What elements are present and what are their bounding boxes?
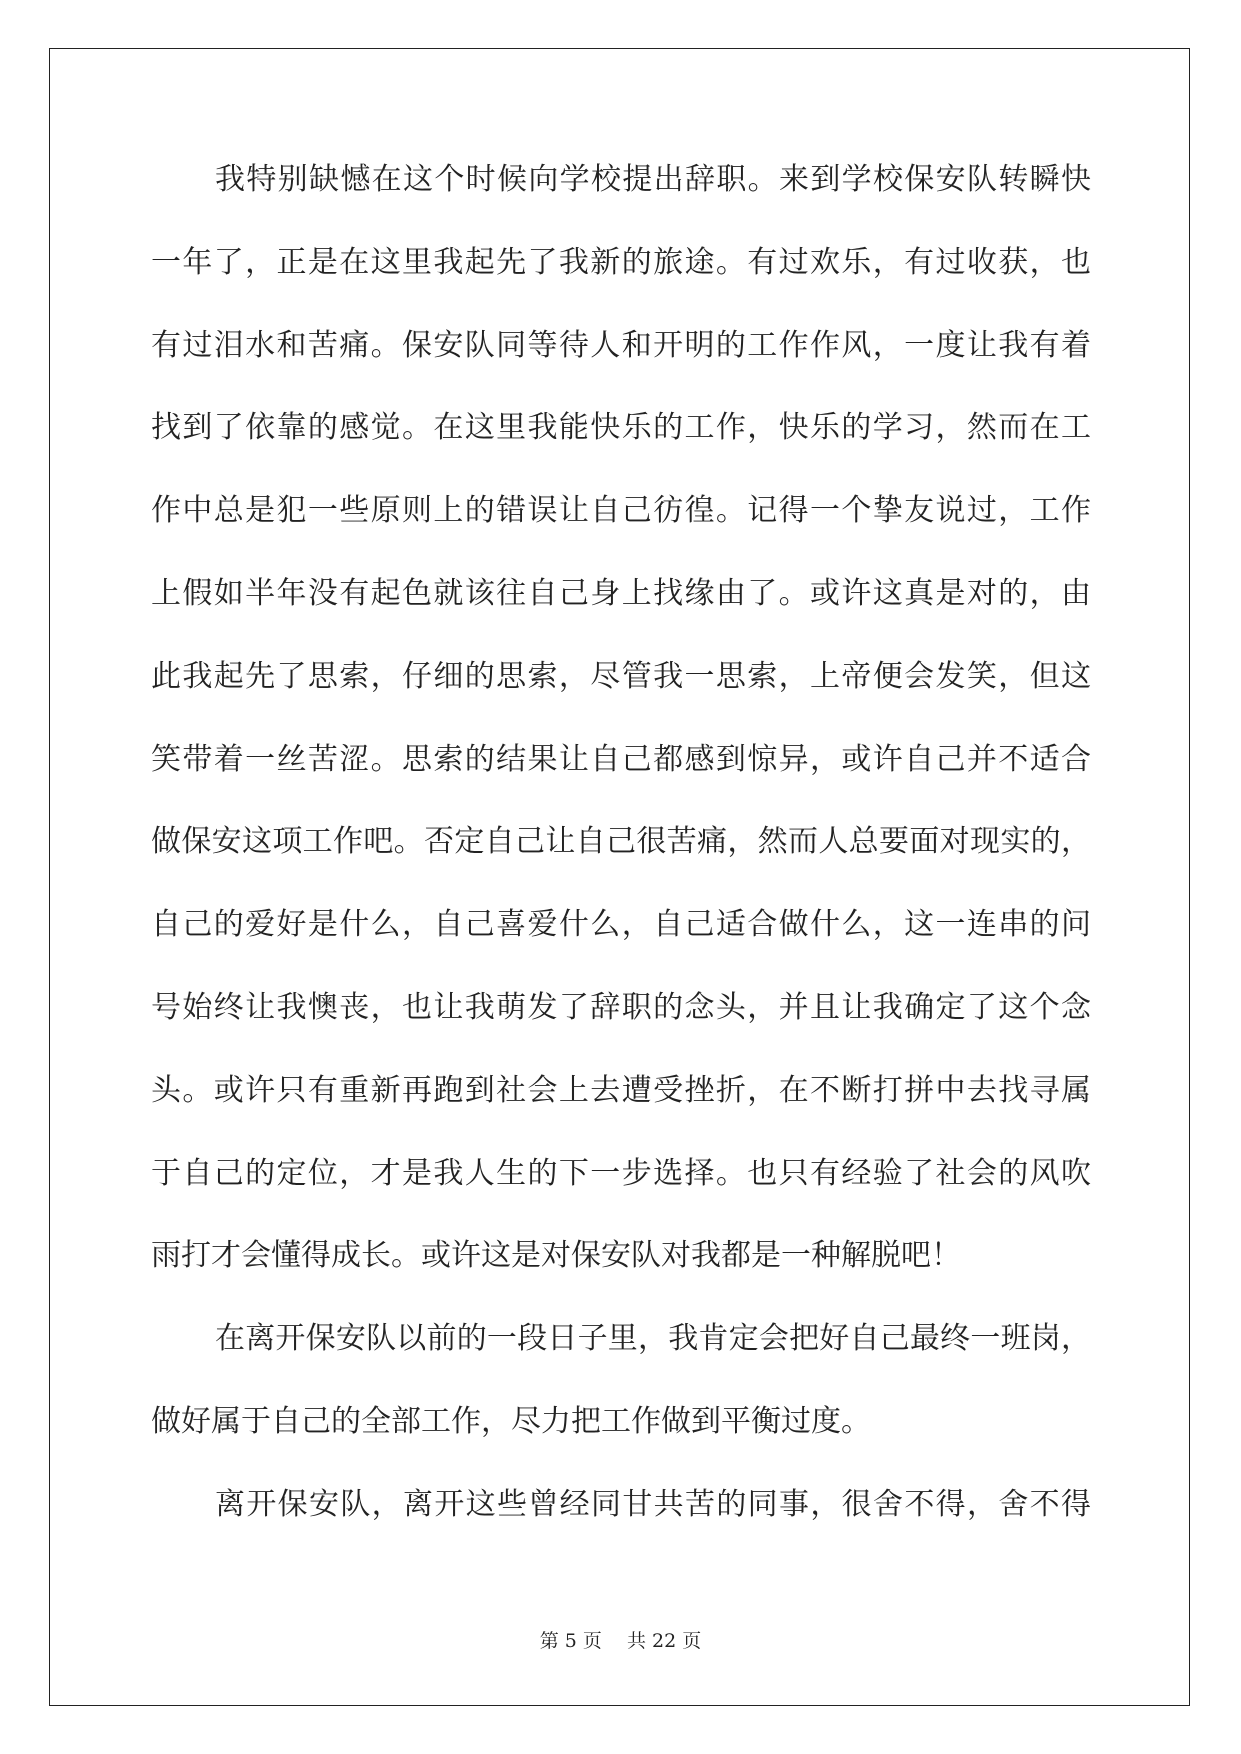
text-line: 作中总是犯一些原则上的错误让自己彷徨。记得一个挚友说过，工作 (151, 493, 1091, 529)
text-line: 号始终让我懊丧，也让我萌发了辞职的念头，并且让我确定了这个念 (151, 989, 1091, 1025)
text-line: 做好属于自己的全部工作，尽力把工作做到平衡过度。 (151, 1403, 871, 1439)
text-line: 自己的爱好是什么，自己喜爱什么，自己适合做什么，这一连串的问 (151, 907, 1091, 943)
document-body (151, 160, 1091, 1568)
text-line: 离开保安队，离开这些曾经同甘共苦的同事，很舍不得，舍不得 (215, 1486, 1091, 1522)
text-line: 做保安这项工作吧。否定自己让自己很苦痛，然而人总要面对现实的， (151, 824, 1091, 860)
text-line: 一年了，正是在这里我起先了我新的旅途。有过欢乐，有过收获，也 (151, 244, 1091, 280)
text-line: 头。或许只有重新再跑到社会上去遭受挫折，在不断打拼中去找寻属 (151, 1072, 1091, 1108)
text-line: 我特别缺憾在这个时候向学校提出辞职。来到学校保安队转瞬快 (215, 162, 1091, 197)
text-line: 雨打才会懂得成长。或许这是对保安队对我都是一种解脱吧！ (151, 1238, 961, 1274)
text-line: 上假如半年没有起色就该往自己身上找缘由了。或许这真是对的，由 (151, 575, 1091, 611)
text-line: 有过泪水和苦痛。保安队同等待人和开明的工作作风，一度让我有着 (151, 327, 1091, 363)
text-line: 笑带着一丝苦涩。思索的结果让自己都感到惊异，或许自己并不适合 (151, 741, 1091, 777)
text-line: 在离开保安队以前的一段日子里，我肯定会把好自己最终一班岗， (215, 1321, 1091, 1357)
text-line: 此我起先了思索，仔细的思索，尽管我一思索，上帝便会发笑，但这 (151, 658, 1091, 694)
page-number: 第 5 页 共 22 页 (539, 1630, 702, 1652)
text-line: 于自己的定位，才是我人生的下一步选择。也只有经验了社会的风吹 (151, 1155, 1091, 1191)
text-line: 找到了依靠的感觉。在这里我能快乐的工作，快乐的学习，然而在工 (151, 410, 1091, 446)
